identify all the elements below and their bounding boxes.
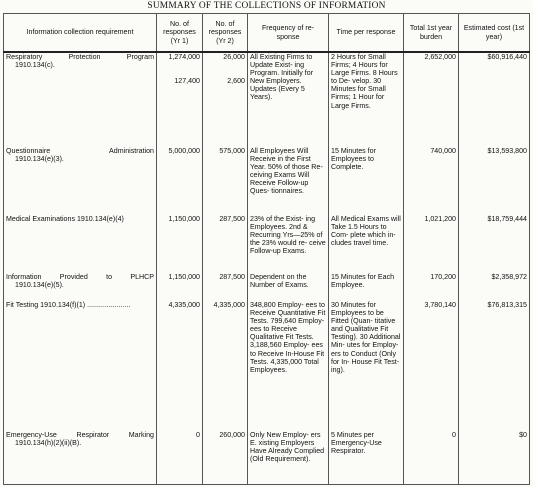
requirement-cell: Information Provided to PLHCP 1910.134(e)(5).: [4, 273, 157, 301]
time-cell: 2 Hours for Small Firms; 4 Hours for Large Firms. 8 Hours to De- velop. 30 Minutes for Small Firms; 1 Hour for Large Firms.: [329, 52, 404, 147]
time-cell: 30 Minutes for Employees to be Fitted (Quan- titative and Qualitative Fit Testing). 30 Additional Min- utes for Employ- ers to Conduct (Only for In- House Fit Test- ing).: [329, 301, 404, 431]
requirement-cell: Respiratory Protection Program 1910.134(c).: [4, 52, 157, 147]
table-row: [4, 273, 530, 301]
collections-table: [3, 13, 530, 485]
yr2-cell: 260,000: [203, 431, 248, 485]
requirement-cell: Fit Testing 1910.134(f)(1) ......................: [4, 301, 157, 431]
yr2-cell: 4,335,000: [203, 301, 248, 431]
time-cell: All Medical Exams will Take 1.5 Hours to Com- plete which in- cludes travel time.: [329, 215, 404, 273]
frequency-cell: All Existing Firms to Update Exist- ing Program. Initially for New Employers. Updates (Every 5 Years).: [248, 52, 329, 147]
cost-cell: $76,813,315: [459, 301, 530, 431]
frequency-cell: 23% of the Exist- ing Employees. 2nd & Recurring Yrs—25% of the 23% would re- ceive Follow-up Exams.: [248, 215, 329, 273]
yr2-cell: 575,000: [203, 147, 248, 215]
yr1-cell: 1,150,000: [157, 215, 203, 273]
table-row: [4, 301, 530, 431]
yr1-cell: 4,335,000: [157, 301, 203, 431]
cost-cell: $13,593,800: [459, 147, 530, 215]
cost-cell: $60,916,440: [459, 52, 530, 147]
burden-cell: 740,000: [404, 147, 459, 215]
yr2-cell: 26,000 2,600: [203, 52, 248, 147]
burden-cell: 2,652,000: [404, 52, 459, 147]
column-header: Time per response: [329, 14, 404, 53]
yr1-cell: 1,150,000: [157, 273, 203, 301]
frequency-cell: 348,800 Employ- ees to Receive Quantitative Fit Tests. 799,640 Employ- ees to Receive Qualitative Fit Tests. 3,188,560 Employ- ees to Receive In-House Fit Tests. 4,335,000 Total Employees.: [248, 301, 329, 431]
column-header: Information collection requirement: [4, 14, 157, 53]
frequency-cell: All Employees Will Receive in the First Year. 50% of those Re- ceiving Exams Will Receive Follow-up Ques- tionnaires.: [248, 147, 329, 215]
cost-cell: $18,759,444: [459, 215, 530, 273]
requirement-cell: Emergency-Use Respirator Marking 1910.134(h)(2)(ii)(B).: [4, 431, 157, 485]
frequency-cell: Only New Employ- ers E. xisting Employers Have Already Complied (Old Requirement).: [248, 431, 329, 485]
header-row: [4, 14, 530, 53]
column-header: Frequency of re- sponse: [248, 14, 329, 53]
table-row: [4, 215, 530, 273]
time-cell: 15 Minutes for Each Employee.: [329, 273, 404, 301]
yr1-cell: 1,274,000 127,400: [157, 52, 203, 147]
burden-cell: 3,780,140: [404, 301, 459, 431]
burden-cell: 1,021,200: [404, 215, 459, 273]
cost-cell: $0: [459, 431, 530, 485]
table-row: [4, 431, 530, 485]
time-cell: 15 Minutes for Employees to Complete.: [329, 147, 404, 215]
table-row: [4, 52, 530, 147]
column-header: Total 1st year burden: [404, 14, 459, 53]
yr2-cell: 287,500: [203, 215, 248, 273]
table-row: [4, 147, 530, 215]
page-title: SUMMARY OF THE COLLECTIONS OF INFORMATION: [147, 1, 386, 11]
column-header: No. of responses (Yr 1): [157, 14, 203, 53]
column-header: Estimated cost (1st year): [459, 14, 530, 53]
time-cell: 5 Minutes per Emergency-Use Respirator.: [329, 431, 404, 485]
cost-cell: $2,358,972: [459, 273, 530, 301]
yr1-cell: 5,000,000: [157, 147, 203, 215]
requirement-cell: Medical Examinations 1910.134(e)(4): [4, 215, 157, 273]
frequency-cell: Dependent on the Number of Exams.: [248, 273, 329, 301]
column-header: No. of responses (Yr 2): [203, 14, 248, 53]
burden-cell: 0: [404, 431, 459, 485]
burden-cell: 170,200: [404, 273, 459, 301]
yr2-cell: 287,500: [203, 273, 248, 301]
yr1-cell: 0: [157, 431, 203, 485]
requirement-cell: Questionnaire Administration 1910.134(e)(3).: [4, 147, 157, 215]
